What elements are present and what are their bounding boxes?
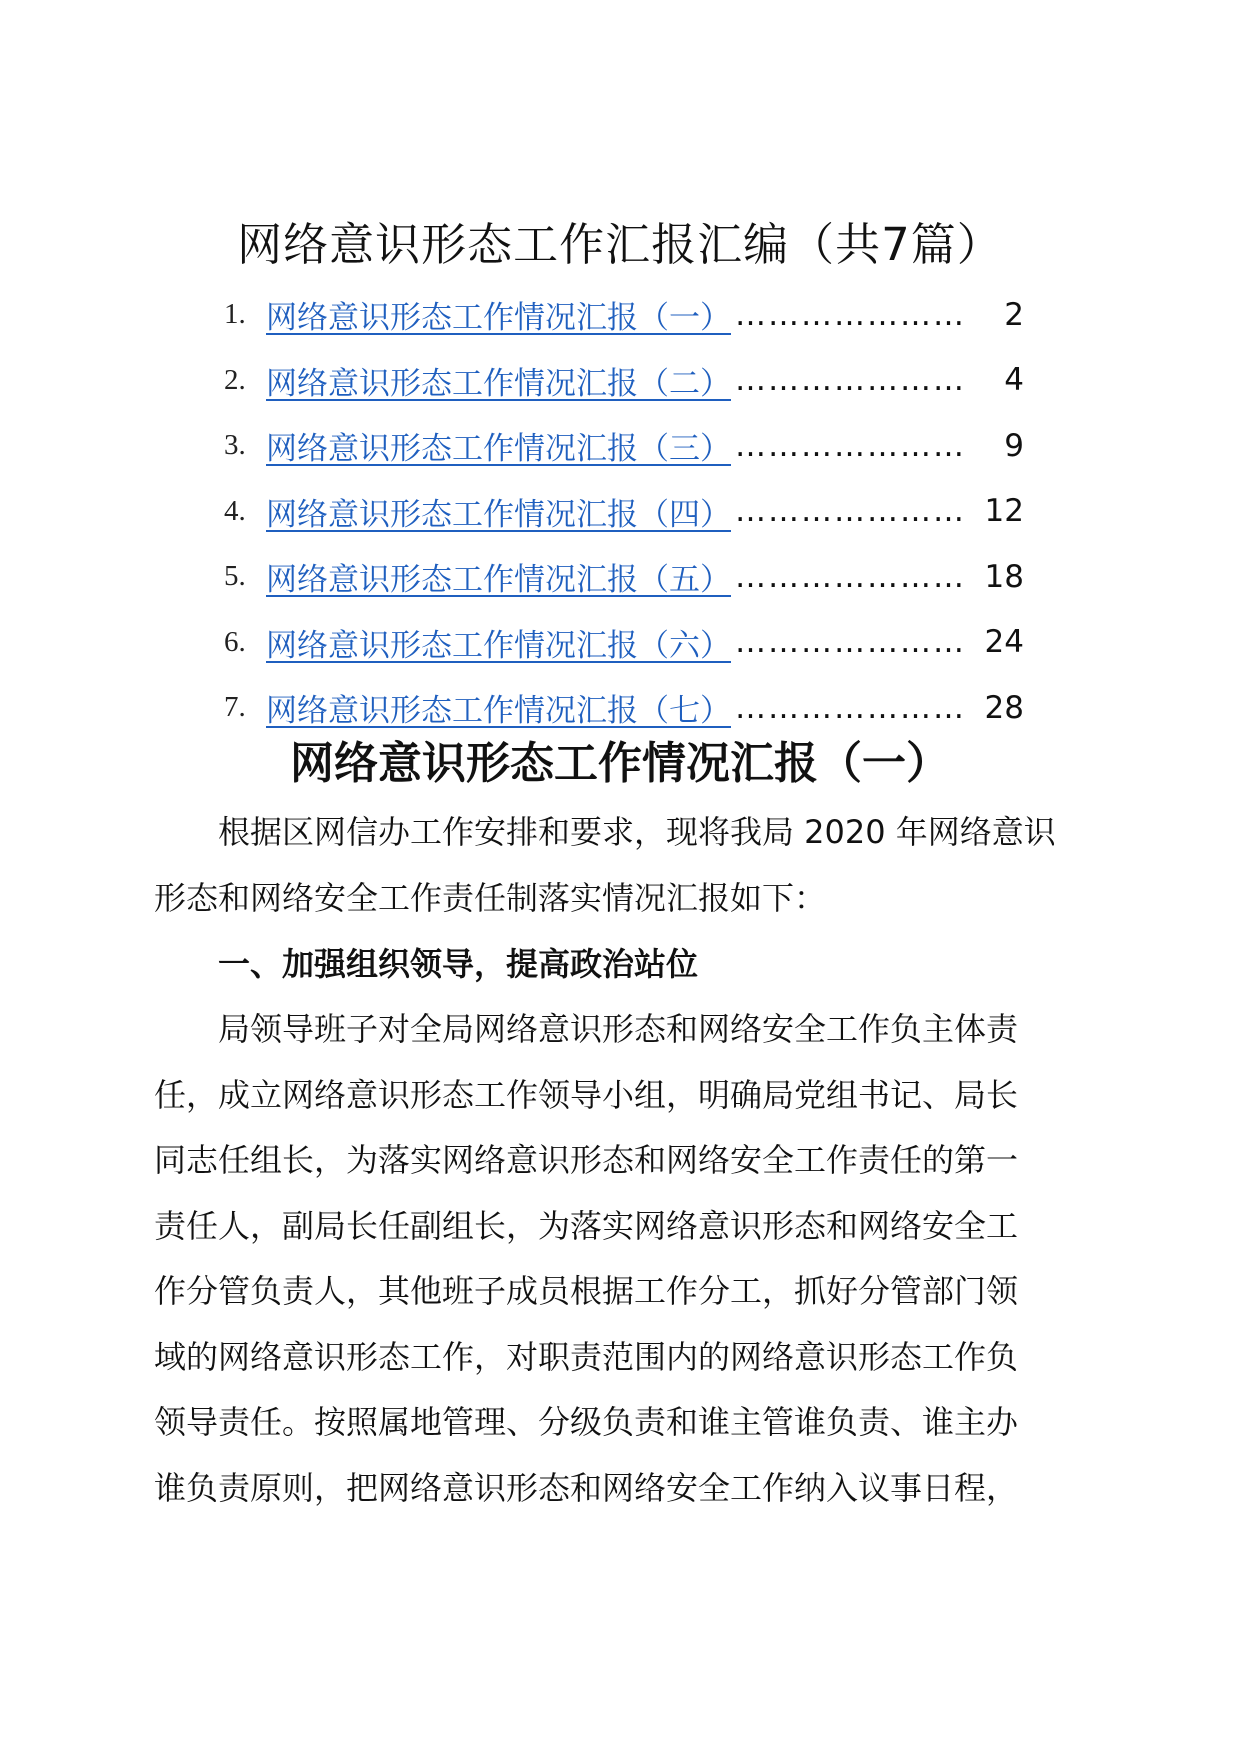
toc-page-number: 4 xyxy=(1004,362,1024,399)
toc-number: 2. xyxy=(224,363,246,396)
toc-page-number: 2 xyxy=(1004,296,1024,333)
toc-link-2[interactable]: 网络意识形态工作情况汇报（二） xyxy=(266,365,731,402)
toc-link-1[interactable]: 网络意识形态工作情况汇报（一） xyxy=(266,300,731,337)
toc-entry-3 xyxy=(224,413,1024,479)
toc-leader: ………………… xyxy=(735,296,966,333)
toc-link-7[interactable]: 网络意识形态工作情况汇报（七） xyxy=(266,693,731,730)
toc-number: 3. xyxy=(224,429,246,462)
toc-number: 1. xyxy=(224,298,246,331)
toc-entry-2 xyxy=(224,348,1024,414)
section-subheading: 一、加强组织领导，提高政治站位 xyxy=(218,945,699,983)
paragraph-line-6: 域的网络意识形态工作，对职责范围内的网络意识形态工作负 xyxy=(154,1337,1019,1376)
toc-leader: ………………… xyxy=(735,493,966,530)
toc-number: 7. xyxy=(224,691,246,724)
paragraph-line-5: 作分管负责人，其他班子成员根据工作分工，抓好分管部门领 xyxy=(154,1272,1019,1310)
toc-page-number: 18 xyxy=(984,558,1024,595)
toc-entry-6 xyxy=(224,610,1024,676)
toc-page-number: 12 xyxy=(984,493,1024,530)
toc-leader: ………………… xyxy=(735,689,966,726)
toc-leader: ………………… xyxy=(735,624,966,661)
paragraph-line-8: 谁负责原则，把网络意识形态和网络安全工作纳入议事日程， xyxy=(154,1468,1019,1507)
intro-paragraph xyxy=(154,800,1089,931)
toc-leader: ………………… xyxy=(735,362,966,399)
toc-number: 4. xyxy=(224,494,246,527)
toc-number: 5. xyxy=(224,560,246,593)
paragraph-line-1: 局领导班子对全局网络意识形态和网络安全工作负主体责 xyxy=(218,1010,1019,1048)
intro-line-2: 形态和网络安全工作责任制落实情况汇报如下： xyxy=(154,878,827,917)
toc-link-3[interactable]: 网络意识形态工作情况汇报（三） xyxy=(266,431,731,468)
toc-entry-1 xyxy=(224,282,1024,348)
toc-page-number: 24 xyxy=(984,624,1024,661)
body-paragraph xyxy=(154,997,1089,1521)
toc-entry-7 xyxy=(224,675,1024,741)
section-title: 网络意识形态工作情况汇报（一） xyxy=(290,738,950,789)
paragraph-line-4: 责任人，副局长任副组长，为落实网络意识形态和网络安全工 xyxy=(154,1206,1019,1245)
toc-link-4[interactable]: 网络意识形态工作情况汇报（四） xyxy=(266,496,731,533)
toc-entry-4 xyxy=(224,479,1024,545)
toc-page-number: 28 xyxy=(984,689,1024,726)
document-title: 网络意识形态工作汇报汇编（共7篇） xyxy=(237,218,1003,271)
toc-entry-5 xyxy=(224,544,1024,610)
toc-leader: ………………… xyxy=(735,427,966,464)
intro-line-1: 根据区网信办工作安排和要求，现将我局 2020 年网络意识 xyxy=(218,813,1056,851)
table-of-contents xyxy=(224,282,1024,741)
paragraph-line-3: 同志任组长，为落实网络意识形态和网络安全工作责任的第一 xyxy=(154,1141,1019,1179)
toc-number: 6. xyxy=(224,625,246,658)
toc-page-number: 9 xyxy=(1004,427,1024,464)
paragraph-line-7: 领导责任。按照属地管理、分级负责和谁主管谁负责、谁主办 xyxy=(154,1403,1019,1441)
toc-link-6[interactable]: 网络意识形态工作情况汇报（六） xyxy=(266,627,731,664)
toc-leader: ………………… xyxy=(735,558,966,595)
toc-link-5[interactable]: 网络意识形态工作情况汇报（五） xyxy=(266,562,731,599)
paragraph-line-2: 任，成立网络意识形态工作领导小组，明确局党组书记、局长 xyxy=(154,1075,1019,1114)
